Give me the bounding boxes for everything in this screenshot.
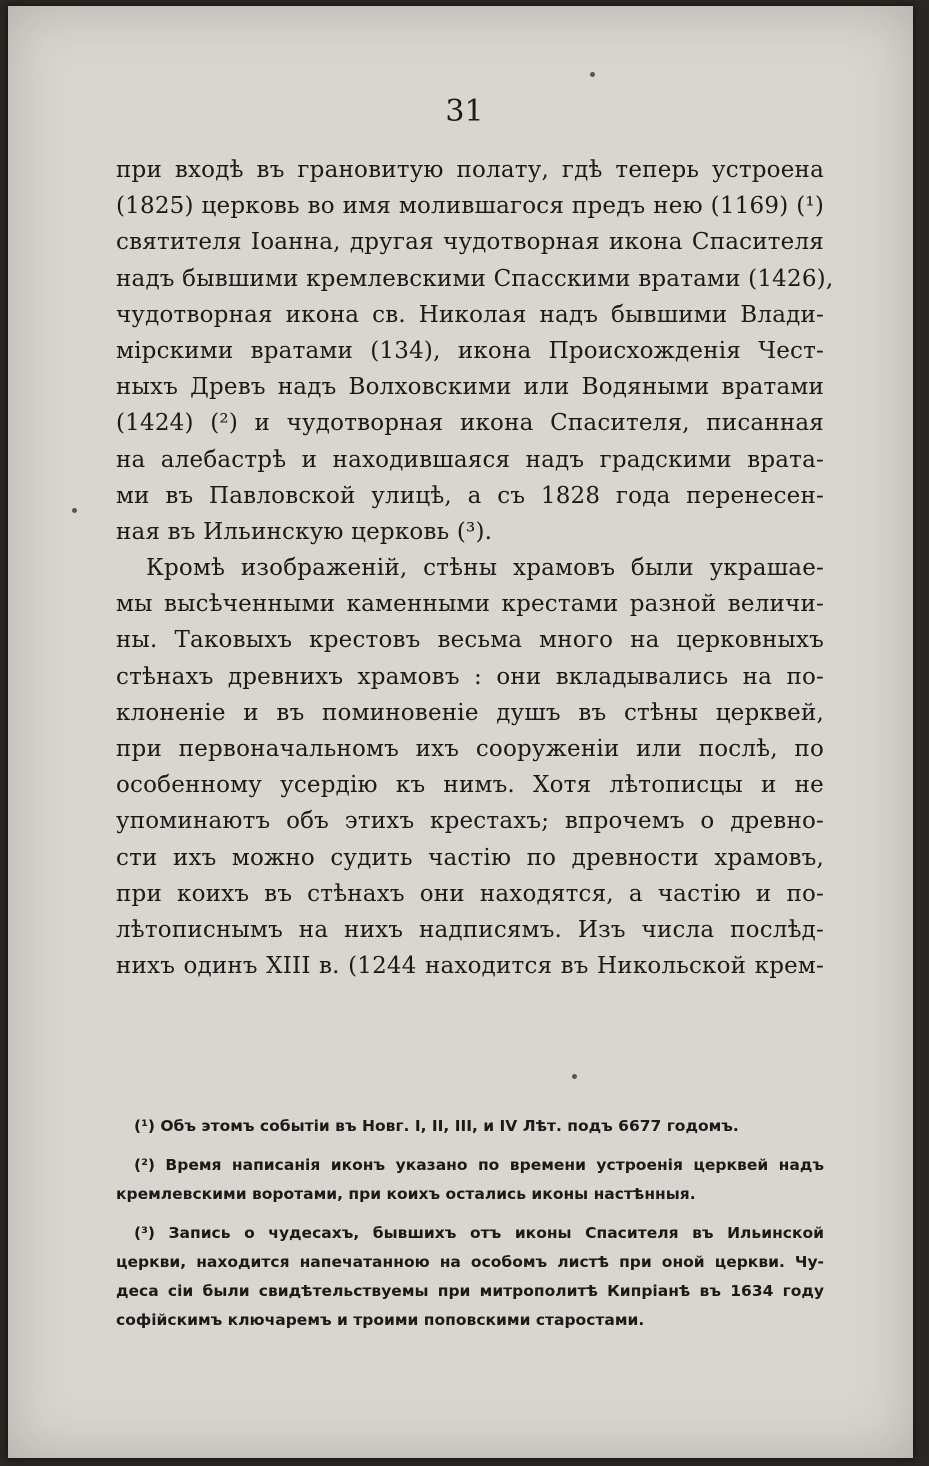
footnote-line: кремлевскими воротами, при коихъ остались иконы настѣнныя. bbox=[116, 1185, 696, 1203]
text-line: (1825) церковь во имя молившагося предъ нею (1169) (¹) bbox=[116, 193, 824, 220]
text-line: мірскими вратами (134), икона Происхожденія Чест- bbox=[116, 337, 824, 364]
text-line: святителя Іоанна, другая чудотворная икона Спасителя bbox=[116, 229, 824, 256]
text-line: упоминаютъ объ этихъ крестахъ; впрочемъ о древно- bbox=[116, 808, 824, 835]
text-line: надъ бывшими кремлевскими Спасскими вратами (1426), bbox=[116, 265, 834, 292]
text-line: ныхъ Древъ надъ Волховскими или Водяными вратами bbox=[116, 374, 824, 401]
text-line: на алебастрѣ и находившаяся надъ градскими врата- bbox=[116, 446, 824, 473]
footnote-line: (²) Время написанія иконъ указано по времени устроенія церквей надъ bbox=[134, 1156, 824, 1174]
text-line: чудотворная икона св. Николая надъ бывшими Влади- bbox=[116, 301, 824, 328]
print-speck bbox=[590, 72, 595, 77]
text-line: при входѣ въ грановитую полату, гдѣ теперь устроена bbox=[116, 157, 824, 183]
footnote-line: деса сіи были свидѣтельствуемы при митрополитѣ Кипріанѣ въ 1634 году bbox=[116, 1282, 824, 1300]
footnote-line: софійскимъ ключаремъ и троими поповскими старостами. bbox=[116, 1311, 645, 1329]
page-number: 31 bbox=[445, 94, 484, 129]
text-line: ны. Таковыхъ крестовъ весьма много на церковныхъ bbox=[116, 627, 824, 654]
text-line: сти ихъ можно судить частію по древности храмовъ, bbox=[116, 844, 824, 871]
text-line: при первоначальномъ ихъ сооруженіи или послѣ, по bbox=[116, 736, 824, 762]
text-line: мы высѣченными каменными крестами разной величи- bbox=[116, 591, 824, 618]
text-line: клоненіе и въ поминовеніе душъ въ стѣны церквей, bbox=[116, 699, 824, 726]
footnote-line: (³) Запись о чудесахъ, бывшихъ отъ иконы Спасителя въ Ильинской bbox=[134, 1224, 824, 1242]
text-line: при коихъ въ стѣнахъ они находятся, а частію и по- bbox=[116, 880, 824, 907]
text-line: лѣтописнымъ на нихъ надписямъ. Изъ числа послѣд- bbox=[116, 916, 824, 943]
text-line: стѣнахъ древнихъ храмовъ : они вкладывались на по- bbox=[116, 663, 824, 690]
text-line: ми въ Павловской улицѣ, а съ 1828 года перенесен- bbox=[116, 482, 824, 509]
text-line: Кромѣ изображеній, стѣны храмовъ были украшае- bbox=[146, 555, 824, 582]
footnote-line: церкви, находится напечатанною на особомъ листѣ при оной церкви. Чу- bbox=[116, 1253, 824, 1271]
body-text bbox=[116, 152, 834, 984]
text-line: особенному усердію къ нимъ. Хотя лѣтописцы и не bbox=[116, 772, 824, 799]
text-line: нихъ одинъ XIII в. (1244 находится въ Никольской крем- bbox=[116, 953, 824, 980]
footnote-line: (¹) Объ этомъ событіи въ Новг. I, II, III, и IV Лѣт. подъ 6677 годомъ. bbox=[134, 1117, 739, 1135]
print-speck bbox=[72, 508, 77, 513]
text-line: ная въ Ильинскую церковь (³). bbox=[116, 518, 493, 545]
text-line: (1424) (²) и чудотворная икона Спасителя, писанная bbox=[116, 410, 824, 437]
footnotes bbox=[116, 1112, 824, 1335]
print-speck bbox=[572, 1074, 577, 1079]
